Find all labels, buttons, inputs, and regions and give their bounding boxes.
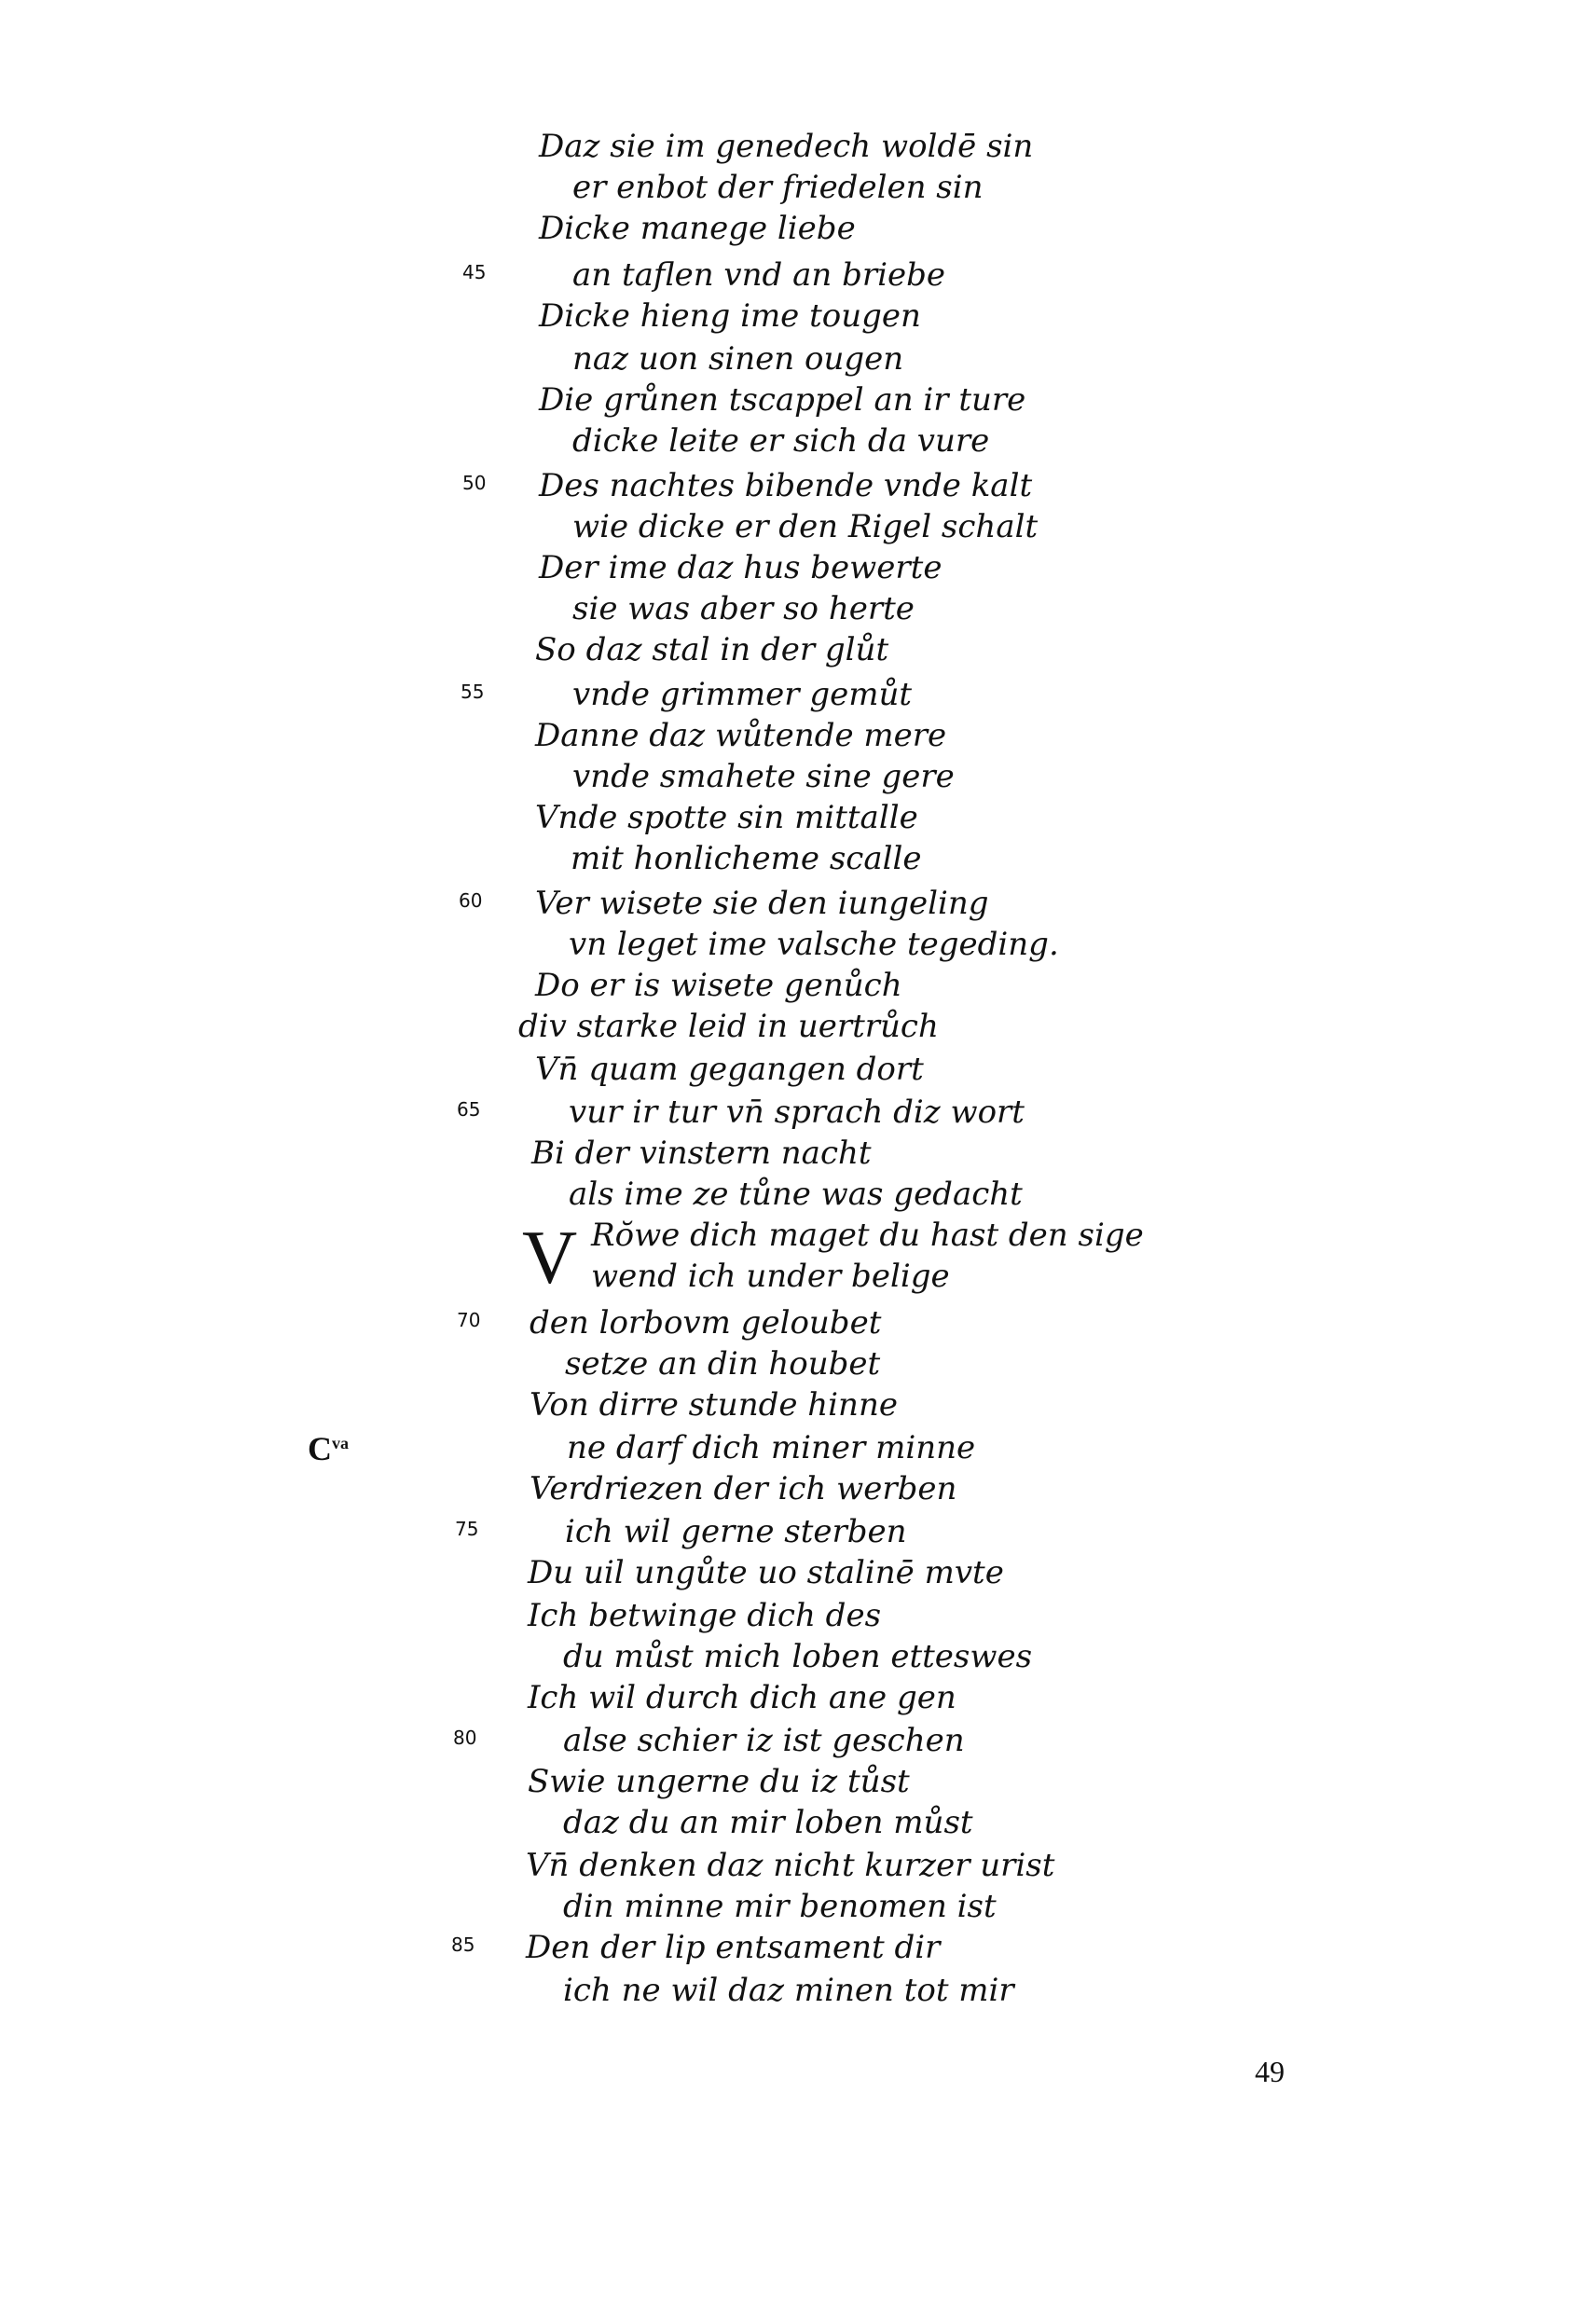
verse-line: Vn̄ quam gegangen dort (535, 1051, 924, 1088)
verse-line: Bi der vinstern nacht (531, 1135, 872, 1172)
verse-line: alse schier iz ist geschen (563, 1722, 965, 1759)
line-number: 45 (462, 261, 487, 283)
verse-line: Von dirre stunde hinne (530, 1386, 898, 1424)
folio-side: va (332, 1434, 349, 1452)
verse-line: Do er is wisete genůch (535, 967, 902, 1004)
line-number: 85 (451, 1934, 475, 1956)
line-number: 55 (461, 681, 485, 703)
verse-line: Vnde spotte sin mittalle (535, 799, 918, 836)
verse-line: Dicke manege liebe (539, 210, 856, 247)
line-number: 70 (457, 1309, 481, 1331)
verse-line: als ime ze tůne was gedacht (569, 1176, 1023, 1213)
verse-line: Swie ungerne du iz tůst (528, 1763, 910, 1800)
verse-line: Dicke hieng ime tougen (539, 297, 921, 335)
line-number: 75 (455, 1518, 479, 1540)
verse-line: So daz stal in der glůt (535, 631, 889, 668)
verse-line: dicke leite er sich da vure (572, 422, 990, 460)
verse-line: den lorbovm geloubet (530, 1304, 882, 1342)
verse-line: ne darf dich miner minne (567, 1429, 976, 1466)
verse-line: Verdriezen der ich werben (530, 1470, 957, 1507)
verse-line: setze an din houbet (565, 1345, 881, 1383)
verse-line: div starke leid in uertrůch (518, 1008, 939, 1045)
verse-line: sie was aber so herte (572, 590, 915, 627)
verse-line: ich wil gerne sterben (565, 1513, 907, 1550)
verse-line: Des nachtes bibende vnde kalt (539, 467, 1033, 504)
drop-cap-initial: V (522, 1215, 578, 1300)
line-number: 65 (457, 1098, 481, 1121)
verse-line: Vn̄ denken daz nicht kurzer urist (526, 1847, 1055, 1884)
verse-line: naz uon sinen ougen (572, 340, 904, 378)
verse-line: an taflen vnd an briebe (572, 256, 945, 294)
verse-line: vur ir tur vn̄ sprach diz wort (569, 1094, 1025, 1131)
verse-line: vnde grimmer gemůt (572, 676, 913, 713)
verse-line: wend ich under belige (591, 1258, 950, 1295)
verse-line: du můst mich loben etteswes (563, 1638, 1033, 1675)
folio-letter: C (308, 1430, 332, 1467)
verse-line: ich ne wil daz minen tot mir (563, 1972, 1014, 2009)
verse-line: din minne mir benomen ist (563, 1888, 997, 1925)
verse-line: Ver wisete sie den iungeling (535, 885, 989, 922)
line-number: 80 (453, 1727, 477, 1749)
verse-line: Die grůnen tscappel an ir ture (539, 381, 1026, 419)
verse-line: mit honlicheme scalle (571, 840, 922, 877)
verse-line: Rŏwe dich maget du hast den sige (591, 1217, 1144, 1254)
verse-line: wie dicke er den Rigel schalt (572, 508, 1039, 545)
verse-line: Den der lip entsament dir (526, 1929, 941, 1966)
line-number: 60 (459, 889, 483, 912)
verse-line: Danne daz wůtende mere (535, 717, 947, 754)
line-number: 50 (462, 472, 487, 494)
verse-line: Der ime daz hus bewerte (539, 549, 942, 586)
verse-line: er enbot der friedelen sin (572, 169, 984, 206)
verse-line: Daz sie im genedech woldē sin (539, 128, 1034, 165)
page-number: 49 (1255, 2055, 1285, 2088)
verse-line: Ich wil durch dich ane gen (528, 1679, 956, 1716)
verse-line: Ich betwinge dich des (528, 1597, 882, 1634)
verse-line: daz du an mir loben můst (563, 1804, 973, 1841)
verse-line: Du uil ungůte uo stalinē mvte (528, 1554, 1004, 1591)
folio-marginal-note (308, 1432, 349, 1466)
verse-line: vnde smahete sine gere (572, 758, 955, 795)
verse-line: vn leget ime valsche tegeding. (569, 926, 1059, 963)
